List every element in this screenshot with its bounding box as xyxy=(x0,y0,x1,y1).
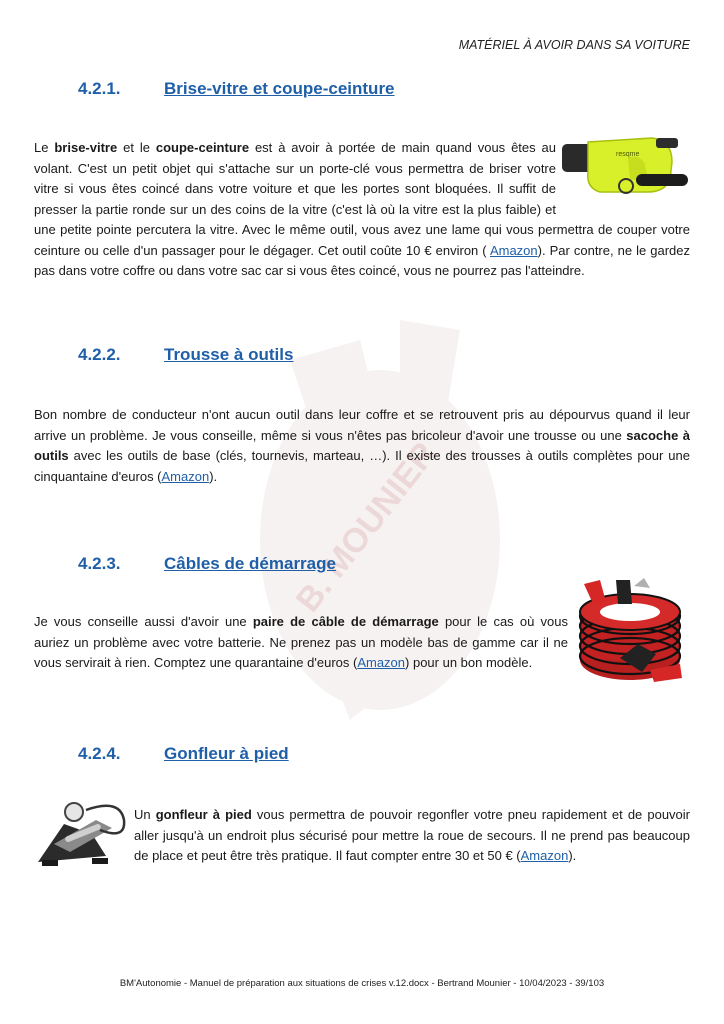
section-title: Gonfleur à pied xyxy=(164,744,289,763)
section-heading-4-2-3 xyxy=(78,554,336,574)
section-title: Trousse à outils xyxy=(164,345,294,364)
page-footer: BM'Autonomie - Manuel de préparation aux situations de crises v.12.docx - Bertrand Mounier - 10/04/2023 - 39/103 xyxy=(119,978,605,989)
section-heading-4-2-2 xyxy=(78,345,293,365)
section-heading-4-2-4 xyxy=(78,744,289,764)
section-paragraph-4-2-2: Bon nombre de conducteur n'ont aucun outil dans leur coffre et se retrouvent pris au dépourvus quand il leur arrive un problème. Je vous conseille, même si vous n'êtes pas bricoleur d'avoir une trousse ou une sacoche à outils avec les outils de base (clés, tournevis, marteau, …). Il existe des trousses à outils complètes pour une cinquantaine d'euros (Amazon). xyxy=(34,407,690,484)
section-number: 4.2.4. xyxy=(78,744,121,763)
keyword-gonfleur-a-pied: gonfleur à pied xyxy=(155,807,252,822)
keyword-brise-vitre: brise-vitre xyxy=(54,140,118,155)
keyword-paire-de-cable: paire de câble de démarrage xyxy=(252,614,439,629)
section-number: 4.2.3. xyxy=(78,554,121,573)
svg-text:resqme: resqme xyxy=(616,151,640,158)
section-paragraph-4-2-1-wrapped: Le brise-vitre et le coupe-ceinture est à avoir à portée de main quand vous êtes au volant. C'est un petit objet qui s'attache sur un porte-clé vous permettra de briser votre vitre si vous êtes coincé dans votre voiture et que les portes sont bloquées. Il suffit de presser la partie ronde sur un des coins de la vitre (c'est là où la vitre est la plus faible) et une petite pointe percutera la vitre. Avec le même outil, vous avez une lame qui vous permettra de couper votre ceinture ou celle d'un passager pour le dégager. Cet outil coûte 10 € environ ( Amazon). Par contre, ne le gardez pas dans votre coffre ou dans votre sac car si vous êtes coincé, vous ne pourrez pas l'atteindre. xyxy=(34,140,690,278)
section-heading-4-2-1 xyxy=(78,79,395,99)
amazon-link[interactable]: Amazon xyxy=(520,848,569,863)
keyword-sacoche-a-outils: sacoche à outils xyxy=(34,427,690,463)
keyword-coupe-ceinture: coupe-ceinture xyxy=(155,140,250,155)
amazon-link[interactable]: Amazon xyxy=(357,655,406,670)
section-title: Câbles de démarrage xyxy=(164,554,336,573)
amazon-link[interactable]: Amazon xyxy=(161,468,210,484)
section-title: Brise-vitre et coupe-ceinture xyxy=(164,79,395,98)
section-paragraph-4-2-4: Un gonfleur à pied vous permettra de pouvoir regonfler votre pneu rapidement et de pouvoir aller jusqu'à un endroit plus sécurisé pour mettre la roue de secours. Il ne prend pas beaucoup de place et peut être très pratique. Il faut compter entre 30 et 50 € (Amazon). xyxy=(134,807,690,863)
foot-pump-image xyxy=(34,800,130,870)
section-number: 4.2.2. xyxy=(78,345,121,364)
image-wrap-spacer xyxy=(556,138,690,220)
watermark xyxy=(230,300,530,760)
section-paragraph-4-2-3: Je vous conseille aussi d'avoir une paire de câble de démarrage pour le cas où vous auriez un problème avec votre batterie. Ne prenez pas un modèle bas de gamme car il ne vous servirait à rien. Comptez une quarantaine d'euros (Amazon) pour un bon modèle. xyxy=(34,614,568,670)
section-number: 4.2.1. xyxy=(78,79,121,98)
watermark-text: B. MOUNIER xyxy=(288,435,445,620)
page-header: MATÉRIEL À AVOIR DANS SA VOITURE xyxy=(458,38,690,52)
amazon-link[interactable]: Amazon xyxy=(489,242,538,258)
jumper-cables-image xyxy=(572,574,690,692)
